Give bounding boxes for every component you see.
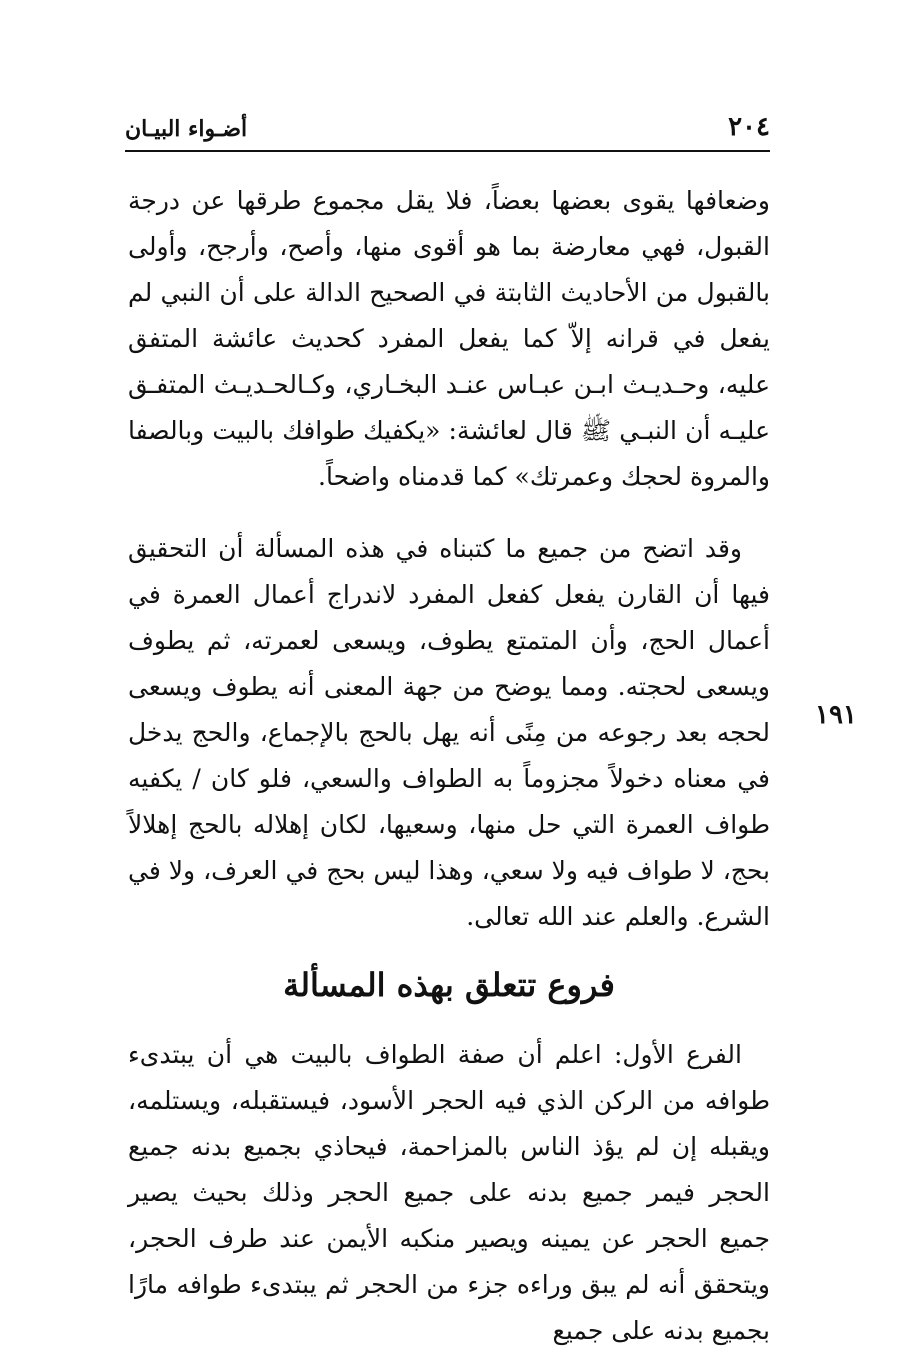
paragraph-3: الفرع الأول: اعلم أن صفة الطواف بالبيت هي أن يبتدىء طوافه من الركن الذي فيه الحجر الأسود، فيستقبله، ويستلمه، ويقبله إن لم يؤذ الناس بالمزاحمة، فيحاذي بجميع بدنه جميع الحجر فيمر جميع بدنه على جميع الحجر وذلك بحيث يصير جميع الحجر عن يمينه ويصير منكبه الأيمن عند طرف الحجر، ويتحقق أنه لم يبق وراءه جزء من الحجر ثم يبتدىء طوافه مارًا بجميع بدنه على جميع bbox=[128, 1040, 770, 1345]
paragraph-2: وقد اتضح من جميع ما كتبناه في هذه المسألة أن التحقيق فيها أن القارن يفعل كفعل المفرد لاندراج أعمال العمرة في أعمال الحج، وأن المتمتع يطوف، ويسعى لعمرته، ثم يطوف ويسعى لحجته. ومما يوضح من جهة المعنى أنه يطوف ويسعى لحجه بعد رجوعه من مِنًى أنه يهل بالحج بالإجماع، والحج يدخل في معناه دخولاً مجزوماً به الطواف والسعي، فلو كان / يكفيه طواف العمرة التي حل منها، وسعيها، لكان إهلاله بالحج إهلالاً بحج، لا طواف فيه ولا سعي، وهذا ليس بحج في العرف، ولا في الشرع. والعلم عند الله تعالى. bbox=[128, 534, 770, 931]
margin-reference-number: ١٩١ bbox=[815, 700, 857, 730]
header-divider bbox=[125, 150, 770, 152]
section-heading: فروع تتعلق بهذه المسألة bbox=[283, 966, 615, 1004]
paragraph-1: وضعافها يقوى بعضها بعضاً، فلا يقل مجموع طرقها عن درجة القبول، فهي معارضة بما هو أقوى منها، وأصح، وأرجح، وأولى بالقبول من الأحاديث الثابتة في الصحيح الدالة على أن النبي لم يفعل في قرانه إلاّ كما يفعل المفرد كحديث عائشة المتفق عليه، وحـديـث ابـن عبـاس عنـد البخـاري، وكـالحـديـث المتفـق عليـه أن النبـي ﷺ قال لعائشة: «يكفيك طوافك بالبيت وبالصفا والمروة لحجك وعمرتك» كما قدمناه واضحاً. bbox=[128, 186, 770, 491]
running-title: أضـواء البيـان bbox=[125, 116, 248, 142]
page-header bbox=[125, 108, 770, 152]
page-number: ٢٠٤ bbox=[728, 112, 770, 142]
page-body bbox=[128, 178, 770, 1354]
